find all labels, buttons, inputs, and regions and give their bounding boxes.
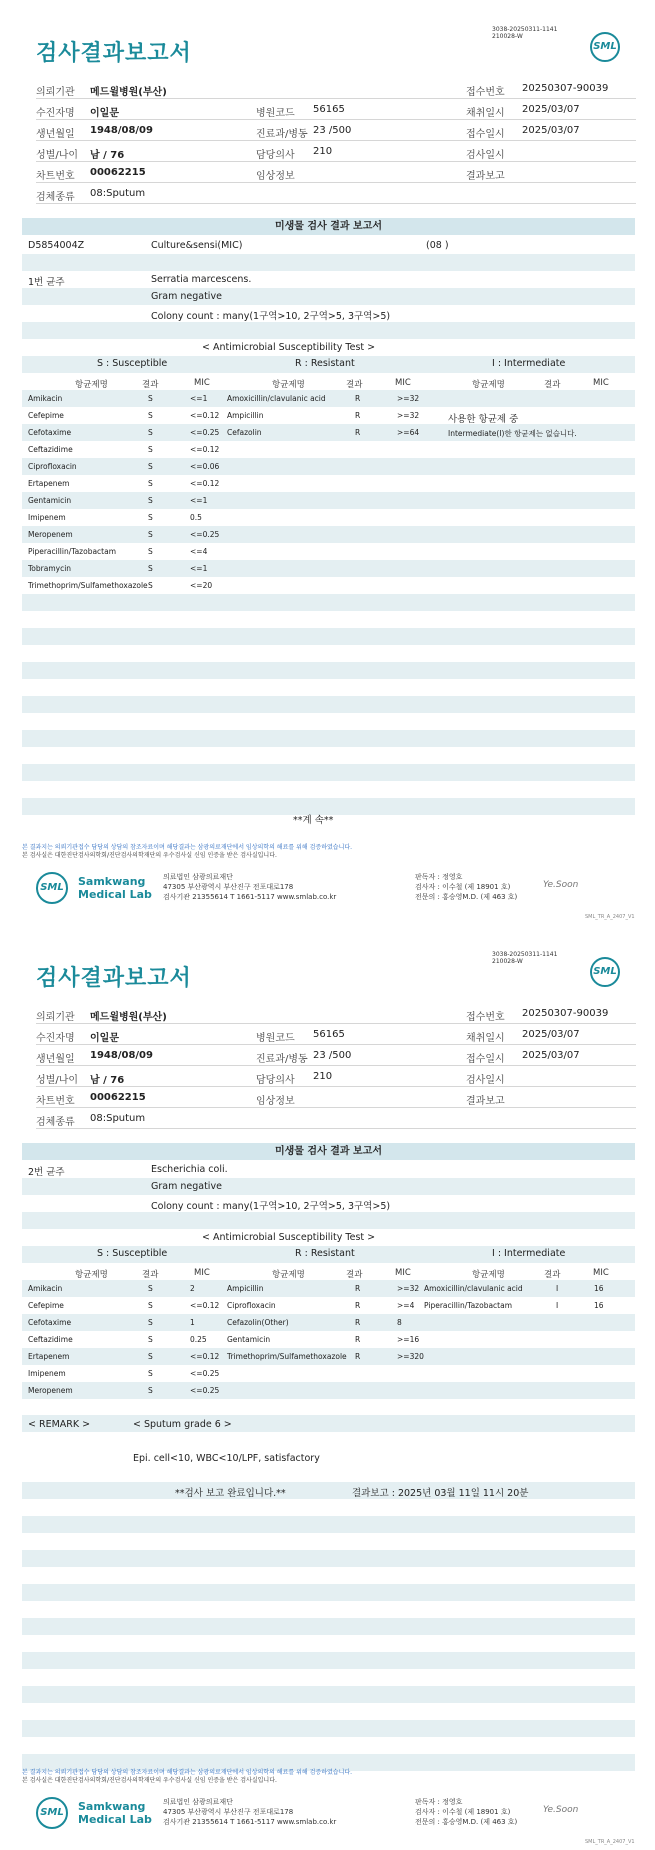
specialist: 전문의 : 홍승영M.D. (제 463 호) (415, 893, 518, 901)
label-clinical: 임상정보 (256, 171, 295, 182)
gram-stain: Gram negative (151, 1181, 222, 1192)
form-code: 3038-20250311-1141 210028-W (492, 26, 558, 40)
value-specimen: 08:Sputum (90, 1113, 146, 1124)
label-specimen: 검체종류 (36, 1117, 75, 1128)
ast-cell-res: S (148, 462, 153, 471)
label-test-date: 검사일시 (466, 150, 505, 161)
value-patient: 이일문 (90, 108, 119, 119)
col-header-result: 결과 (142, 1270, 159, 1280)
value-sex-age: 남 / 76 (90, 150, 125, 161)
value-patient: 이일문 (90, 1033, 119, 1044)
ast-cell-res: R (355, 411, 361, 420)
ast-cell-drug: Amoxicillin/clavulanic acid (227, 394, 326, 403)
label-institution: 의뢰기관 (36, 87, 75, 98)
value-chart: 00062215 (90, 167, 146, 178)
ast-cell-mic: >=16 (397, 1335, 420, 1344)
label-doctor: 담당의사 (256, 150, 295, 161)
remark-title: < Sputum grade 6 > (133, 1419, 232, 1430)
ast-cell-res: S (148, 581, 153, 590)
report-time: 결과보고 : 2025년 03월 11일 11시 20분 (352, 1488, 529, 1499)
sml-logo-icon: SML (590, 32, 620, 62)
col-header-mic: MIC (194, 1268, 210, 1278)
ast-cell-drug: Tobramycin (28, 564, 72, 573)
remark-text: Epi. cell<10, WBC<10/LPF, satisfactory (133, 1453, 320, 1464)
intermediate-comment-2: Intermediate(I)한 항균제는 없습니다. (448, 429, 577, 438)
brand-name (78, 875, 152, 901)
label-patient: 수진자명 (36, 1033, 75, 1044)
ast-cell-mic: <=0.25 (190, 1369, 220, 1378)
ast-cell-mic: <=1 (190, 564, 208, 573)
ast-cell-res: S (148, 1301, 153, 1310)
legend-resistant: R : Resistant (295, 1248, 355, 1259)
label-specimen: 검체종류 (36, 192, 75, 203)
ast-cell-drug: Meropenem (28, 530, 73, 539)
ast-cell-res: R (355, 394, 361, 403)
label-clinical: 임상정보 (256, 1096, 295, 1107)
ast-cell-drug: Imipenem (28, 1369, 66, 1378)
patient-header (36, 1003, 636, 1129)
col-header-drug: 항균제명 (472, 380, 505, 390)
ast-cell-drug: Ceftazidime (28, 1335, 73, 1344)
form-id: SML_TR_A_2407_V1 (585, 914, 635, 920)
ast-cell-mic: >=64 (397, 428, 420, 437)
specialist: 전문의 : 홍승영M.D. (제 463 호) (415, 1818, 518, 1826)
org-address: 47305 부산광역시 부산진구 전포대로178 (163, 883, 294, 891)
ast-cell-mic: <=0.12 (190, 1301, 220, 1310)
label-receipt-date: 접수일시 (466, 129, 505, 140)
label-collect-date: 채취일시 (466, 1033, 505, 1044)
col-header-result: 결과 (346, 380, 363, 390)
ast-cell-drug: Cefotaxime (28, 1318, 72, 1327)
ast-cell-res: I (556, 1284, 559, 1293)
organism-label: 1번 균주 (28, 277, 65, 288)
ast-cell-res: S (148, 496, 153, 505)
footer-accreditation: 본 검사실은 대한진단검사의학회/진단검사의학재단의 우수검사실 신임 인증을 받은 검사실입니다. (22, 1777, 277, 1784)
brand-line-1: Samkwang (78, 875, 146, 888)
signatures (415, 872, 517, 902)
org-contact: 검사기관 21355614 T 1661-5117 www.smlab.co.kr (163, 893, 337, 901)
ast-cell-res: S (148, 513, 153, 522)
value-accession: 20250307-90039 (522, 83, 609, 94)
ast-cell-drug: Ertapenem (28, 479, 70, 488)
label-doctor: 담당의사 (256, 1075, 295, 1086)
ast-cell-res: S (148, 547, 153, 556)
ast-cell-res: R (355, 1352, 361, 1361)
ast-cell-mic: <=0.12 (190, 411, 220, 420)
label-chart: 차트번호 (36, 1096, 75, 1107)
patient-header (36, 78, 636, 204)
footer-accreditation: 본 검사실은 대한진단검사의학회/진단검사의학재단의 우수검사실 신임 인증을 받은 검사실입니다. (22, 852, 277, 859)
page-title: 검사결과보고서 (36, 966, 192, 991)
ast-cell-mic: 16 (594, 1284, 604, 1293)
ast-cell-mic: <=0.25 (190, 428, 220, 437)
value-ward: 23 /500 (313, 125, 352, 136)
ast-cell-res: S (148, 1352, 153, 1361)
ast-cell-mic: <=0.25 (190, 530, 220, 539)
ast-cell-mic: <=1 (190, 496, 208, 505)
ast-cell-drug: Amikacin (28, 1284, 63, 1293)
ast-cell-mic: 2 (190, 1284, 195, 1293)
ast-cell-drug: Cefazolin(Other) (227, 1318, 289, 1327)
org-contact: 검사기관 21355614 T 1661-5117 www.smlab.co.kr (163, 1818, 337, 1826)
value-birth: 1948/08/09 (90, 1050, 153, 1061)
col-header-mic: MIC (194, 378, 210, 388)
ast-cell-res: I (556, 1301, 559, 1310)
ast-cell-drug: Ceftazidime (28, 445, 73, 454)
value-doctor: 210 (313, 146, 333, 157)
label-patient: 수진자명 (36, 108, 75, 119)
signature-mark: Ye.Soon (543, 1805, 579, 1815)
ast-cell-drug: Ciprofloxacin (227, 1301, 276, 1310)
ast-cell-res: R (355, 1301, 361, 1310)
value-chart: 00062215 (90, 1092, 146, 1103)
ast-cell-res: R (355, 1284, 361, 1293)
col-header-mic: MIC (395, 1268, 411, 1278)
footer-address (163, 1797, 336, 1827)
ast-cell-drug: Amoxicillin/clavulanic acid (424, 1284, 523, 1293)
colony-count: Colony count : many(1구역>10, 2구역>5, 3구역>5) (151, 1201, 391, 1212)
ast-cell-res: S (148, 394, 153, 403)
ast-cell-drug: Cefotaxime (28, 428, 72, 437)
label-report: 결과보고 (466, 1096, 505, 1107)
label-institution: 의뢰기관 (36, 1012, 75, 1023)
value-collect-date: 2025/03/07 (522, 104, 580, 115)
form-code: 3038-20250311-1141 210028-W (492, 951, 558, 965)
intermediate-comment-1: 사용한 항균제 중 (448, 414, 519, 425)
ast-cell-res: S (148, 411, 153, 420)
brand-name (78, 1800, 152, 1826)
col-header-mic: MIC (395, 378, 411, 388)
colony-count: Colony count : many(1구역>10, 2구역>5, 3구역>5) (151, 311, 391, 322)
brand-line-2: Medical Lab (78, 1813, 152, 1826)
col-header-result: 결과 (544, 380, 561, 390)
value-sex-age: 남 / 76 (90, 1075, 125, 1086)
ast-cell-drug: Cefepime (28, 1301, 64, 1310)
ast-cell-res: R (355, 428, 361, 437)
ast-cell-mic: >=320 (397, 1352, 424, 1361)
value-birth: 1948/08/09 (90, 125, 153, 136)
ast-cell-drug: Ampicillin (227, 411, 264, 420)
ast-cell-res: R (355, 1318, 361, 1327)
ast-cell-mic: <=4 (190, 547, 208, 556)
reader: 판독자 : 정영호 (415, 1798, 463, 1806)
label-hospital-code: 병원코드 (256, 1033, 295, 1044)
ast-cell-res: S (148, 1335, 153, 1344)
ast-cell-drug: Ampicillin (227, 1284, 264, 1293)
value-accession: 20250307-90039 (522, 1008, 609, 1019)
signature-mark: Ye.Soon (543, 880, 579, 890)
label-collect-date: 채취일시 (466, 108, 505, 119)
sml-footer-logo-icon: SML (36, 1797, 68, 1829)
footer-note: 본 결과지는 의뢰기관접수 담당의 상담의 참조자료이며 해당결과는 삼광의료재단에서 임상의학의 해료를 위해 검증하였습니다. (22, 844, 353, 851)
label-accession: 접수번호 (466, 87, 505, 98)
sml-footer-logo-icon: SML (36, 872, 68, 904)
ast-cell-drug: Imipenem (28, 513, 66, 522)
legend-susceptible: S : Susceptible (97, 1248, 168, 1259)
org-name: 의료법인 삼광의료재단 (163, 1798, 233, 1806)
test-name: Culture&sensi(MIC) (151, 240, 243, 251)
legend-intermediate: I : Intermediate (492, 1248, 566, 1259)
value-receipt-date: 2025/03/07 (522, 125, 580, 136)
test-suffix: (08 ) (426, 240, 449, 251)
report-page-2 (0, 925, 655, 1850)
ast-cell-mic: <=0.12 (190, 1352, 220, 1361)
page-title: 검사결과보고서 (36, 41, 192, 66)
ast-cell-mic: <=0.06 (190, 462, 220, 471)
label-hospital-code: 병원코드 (256, 108, 295, 119)
value-specimen: 08:Sputum (90, 188, 146, 199)
footer-note: 본 결과지는 의뢰기관접수 담당의 상담의 참조자료이며 해당결과는 삼광의료재단에서 임상의학의 해료를 위해 검증하였습니다. (22, 1769, 353, 1776)
test-code: D5854004Z (28, 240, 85, 251)
reader: 판독자 : 정영호 (415, 873, 463, 881)
remark-label: < REMARK > (28, 1419, 91, 1430)
ast-cell-drug: Ciprofloxacin (28, 462, 77, 471)
ast-cell-mic: >=32 (397, 394, 420, 403)
ast-cell-res: S (148, 1284, 153, 1293)
report-complete: **검사 보고 완료입니다.** (175, 1488, 286, 1499)
brand-line-1: Samkwang (78, 1800, 146, 1813)
ast-cell-drug: Piperacillin/Tazobactam (28, 547, 117, 556)
ast-cell-mic: 0.5 (190, 513, 202, 522)
ast-cell-res: S (148, 1369, 153, 1378)
ast-cell-res: S (148, 1386, 153, 1395)
ast-cell-drug: Amikacin (28, 394, 63, 403)
ast-title: < Antimicrobial Susceptibility Test > (202, 1232, 376, 1243)
label-accession: 접수번호 (466, 1012, 505, 1023)
label-chart: 차트번호 (36, 171, 75, 182)
label-test-date: 검사일시 (466, 1075, 505, 1086)
ast-cell-drug: Gentamicin (227, 1335, 271, 1344)
label-ward: 진료과/병동 (256, 1054, 308, 1065)
col-header-drug: 항균제명 (272, 1270, 305, 1280)
ast-cell-mic: 1 (190, 1318, 195, 1327)
brand-line-2: Medical Lab (78, 888, 152, 901)
organism-name: Serratia marcescens. (151, 274, 252, 285)
form-id: SML_TR_A_2407_V1 (585, 1839, 635, 1845)
org-name: 의료법인 삼광의료재단 (163, 873, 233, 881)
ast-cell-drug: Gentamicin (28, 496, 72, 505)
value-doctor: 210 (313, 1071, 333, 1082)
gram-stain: Gram negative (151, 291, 222, 302)
ast-cell-mic: 16 (594, 1301, 604, 1310)
ast-cell-res: S (148, 428, 153, 437)
ast-cell-drug: Trimethoprim/Sulfamethoxazole (227, 1352, 347, 1361)
section-title: 미생물 검사 결과 보고서 (22, 218, 635, 235)
ast-cell-mic: >=32 (397, 1284, 420, 1293)
ast-cell-mic: >=32 (397, 411, 420, 420)
tester: 검사자 : 이수철 (제 18901 호) (415, 883, 511, 891)
legend-intermediate: I : Intermediate (492, 358, 566, 369)
ast-cell-mic: <=1 (190, 394, 208, 403)
label-sex-age: 성별/나이 (36, 150, 79, 161)
signatures (415, 1797, 517, 1827)
ast-cell-drug: Trimethoprim/Sulfamethoxazole (28, 581, 148, 590)
value-hospital-code: 56165 (313, 104, 345, 115)
ast-cell-drug: Cefepime (28, 411, 64, 420)
tester: 검사자 : 이수철 (제 18901 호) (415, 1808, 511, 1816)
ast-cell-res: S (148, 530, 153, 539)
label-sex-age: 성별/나이 (36, 1075, 79, 1086)
continued-text: **계 속** (293, 815, 334, 826)
legend-susceptible: S : Susceptible (97, 358, 168, 369)
ast-cell-res: S (148, 479, 153, 488)
label-birth: 생년월일 (36, 129, 75, 140)
value-institution: 메드윌병원(부산) (90, 1012, 167, 1023)
ast-cell-drug: Ertapenem (28, 1352, 70, 1361)
legend-resistant: R : Resistant (295, 358, 355, 369)
ast-cell-mic: 0.25 (190, 1335, 207, 1344)
value-institution: 메드윌병원(부산) (90, 87, 167, 98)
col-header-drug: 항균제명 (472, 1270, 505, 1280)
ast-cell-mic: <=0.12 (190, 445, 220, 454)
col-header-drug: 항균제명 (75, 1270, 108, 1280)
organism-label: 2번 균주 (28, 1167, 65, 1178)
col-header-result: 결과 (346, 1270, 363, 1280)
sml-logo-icon: SML (590, 957, 620, 987)
section-title: 미생물 검사 결과 보고서 (22, 1143, 635, 1160)
col-header-drug: 항균제명 (272, 380, 305, 390)
col-header-result: 결과 (142, 380, 159, 390)
footer-address (163, 872, 336, 902)
ast-cell-mic: <=0.12 (190, 479, 220, 488)
ast-cell-res: S (148, 1318, 153, 1327)
ast-cell-drug: Cefazolin (227, 428, 262, 437)
ast-title: < Antimicrobial Susceptibility Test > (202, 342, 376, 353)
value-ward: 23 /500 (313, 1050, 352, 1061)
ast-cell-mic: <=20 (190, 581, 213, 590)
org-address: 47305 부산광역시 부산진구 전포대로178 (163, 1808, 294, 1816)
col-header-result: 결과 (544, 1270, 561, 1280)
ast-cell-drug: Piperacillin/Tazobactam (424, 1301, 513, 1310)
ast-cell-drug: Meropenem (28, 1386, 73, 1395)
col-header-mic: MIC (593, 1268, 609, 1278)
ast-cell-mic: 8 (397, 1318, 402, 1327)
ast-cell-res: S (148, 564, 153, 573)
value-receipt-date: 2025/03/07 (522, 1050, 580, 1061)
label-report: 결과보고 (466, 171, 505, 182)
ast-cell-res: S (148, 445, 153, 454)
label-birth: 생년월일 (36, 1054, 75, 1065)
col-header-mic: MIC (593, 378, 609, 388)
col-header-drug: 항균제명 (75, 380, 108, 390)
ast-cell-res: R (355, 1335, 361, 1344)
organism-name: Escherichia coli. (151, 1164, 228, 1175)
ast-cell-mic: <=0.25 (190, 1386, 220, 1395)
label-ward: 진료과/병동 (256, 129, 308, 140)
label-receipt-date: 접수일시 (466, 1054, 505, 1065)
ast-cell-mic: >=4 (397, 1301, 415, 1310)
value-hospital-code: 56165 (313, 1029, 345, 1040)
value-collect-date: 2025/03/07 (522, 1029, 580, 1040)
